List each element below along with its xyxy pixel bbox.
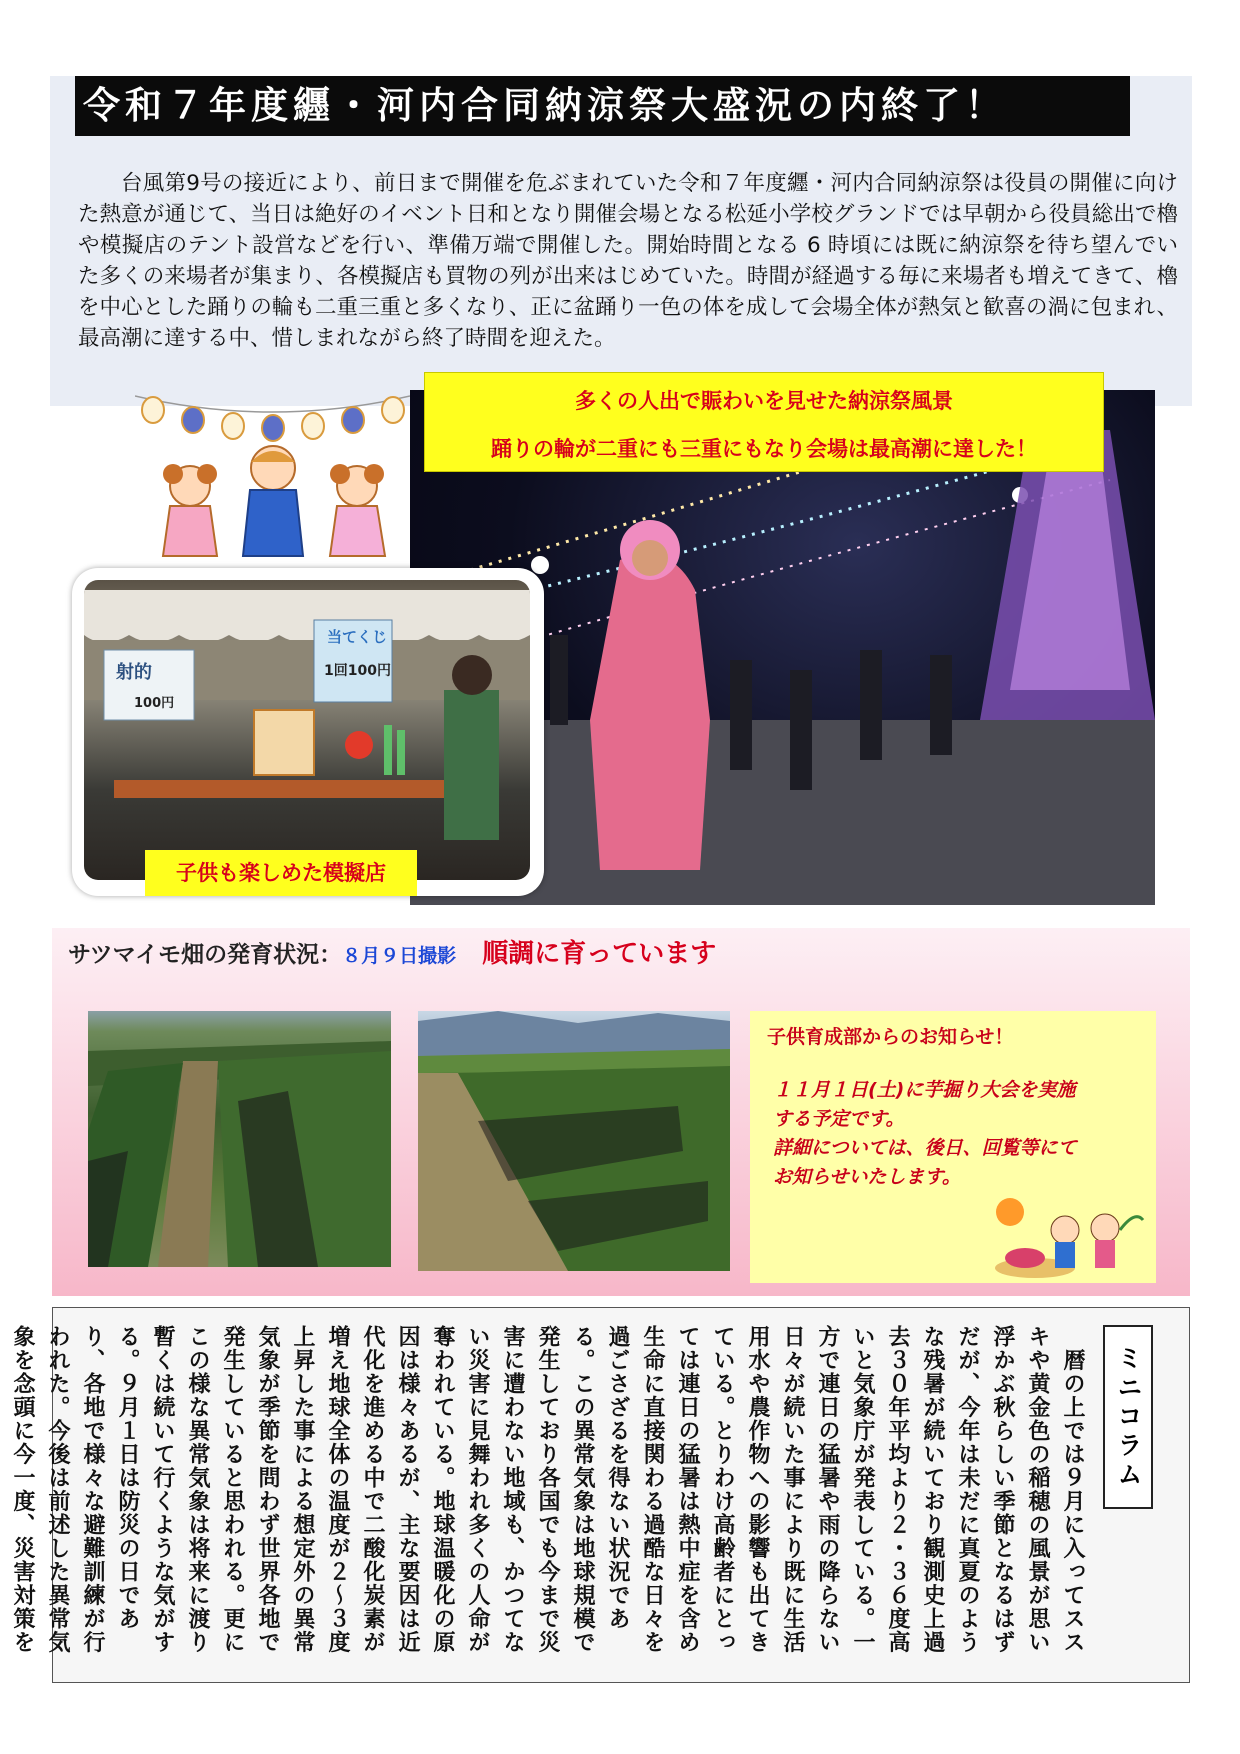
article-title: 令和７年度纒・河内合同納涼祭大盛況の内終了！ xyxy=(75,76,1130,136)
stall-caption: 子供も楽しめた模擬店 xyxy=(145,850,417,896)
stall-sign-lottery: 当てくじ xyxy=(327,628,388,646)
notice-line-2: する予定です。 xyxy=(773,1108,905,1130)
notice-line-1: １１月１日(土)に芋掘り大会を実施 xyxy=(773,1079,1076,1101)
notice-line-3: 詳細については、後日、回覧等にて xyxy=(773,1137,1077,1159)
photo-date: ８月９日撮影 xyxy=(342,945,457,967)
lantern-icon xyxy=(142,397,404,441)
field-scene-1 xyxy=(88,1011,391,1267)
stall-sign-lottery-price: 1回100円 xyxy=(324,663,391,679)
article-body: 台風第9号の接近により、前日まで開催を危ぶまれていた令和７年度纒・河内合同納涼祭は役員の開催に向けた熱意が通じて、当日は絶好のイベント日和となり開催会場となる松延小学校グランドでは早朝から役員総出で櫓や模擬店のテント設営などを行い、準備万端で開催した。開始時間となる 6 時頃には既に納涼祭を待ち望んでいた多くの来場者が集まり、各模擬店も買物の列が出来はじめていた。時間が経過する毎に来場者も増えてきて、櫓を中心とした踊りの輪も二重三重と多くなり、正に盆踊り一色の体を成して会場全体が熱気と歓喜の渦に包まれ、最高潮に達する中、惜しまれながら終了時間を迎えた。 xyxy=(78,171,1178,351)
festival-kids-illustration xyxy=(135,388,410,560)
stall-sign-shooting-price: 100円 xyxy=(134,696,175,711)
mini-column-label: ミニコラム xyxy=(1103,1325,1153,1509)
sweet-potato-title: サツマイモ畑の発育状況： xyxy=(68,942,343,968)
kid-girl-icon xyxy=(330,464,385,556)
notice-line-4: お知らせいたします。 xyxy=(773,1166,961,1188)
sweet-potato-heading xyxy=(68,933,716,970)
mini-column-text: 暦の上では９月に入ってススキや黄金色の稲穂の風景が思い浮かぶ秋らしい季節となるはずだが、今年は未だに真夏のような残暑が続いており観測史上過去３０年平均より２・３６度高いと気象庁が発表している。一方で連日の猛暑や雨の降らない日々が続いた事により既に生活用水や農作物への影響も出てきている。とりわけ高齢者にとっては連日の猛暑は熱中症を含め生命に直接関わる過酷な日々を過ごさざるを得ない状況である。この異常気象は地球規模で発生しており各国でも今まで災害に遭わない地域も、かつてない災害に見舞われ多くの人命が奪われている。地球温暖化の原因は様々あるが、主な要因は近代化を進める中で二酸化炭素が増え地球全体の温度が２～３度上昇した事による想定外の異常気象が季節を問わず世界各地で発生していると思われる。更にこの様な異常気象は将来に渡り暫くは続いて行くような気がする。９月１日は防災の日であり、各地で様々な避難訓練が行われた。今後は前述した異常気象を念頭に今一度、災害対策を xyxy=(10,1325,1085,1654)
stall-sign-shooting: 射的 xyxy=(116,662,152,683)
field-photo-2 xyxy=(418,1011,730,1271)
festival-caption-line-1: 多くの人出で賑わいを見せた納涼祭風景 xyxy=(575,389,953,413)
field-photo-1 xyxy=(88,1011,391,1267)
kid-girl-icon xyxy=(163,464,217,556)
field-scene-2 xyxy=(418,1011,730,1271)
stall-scene xyxy=(84,580,530,880)
kids-digging-potato-icon xyxy=(985,1190,1145,1280)
notice-heading: 子供育成部からのお知らせ！ xyxy=(767,1026,1014,1048)
festival-caption xyxy=(424,372,1104,472)
festival-caption-line-2: 踊りの輪が二重にも三重にもなり会場は最高潮に達した！ xyxy=(491,437,1037,461)
stall-photo xyxy=(84,580,530,880)
growth-status: 順調に育っています xyxy=(482,939,717,969)
kid-boy-icon xyxy=(243,446,303,556)
